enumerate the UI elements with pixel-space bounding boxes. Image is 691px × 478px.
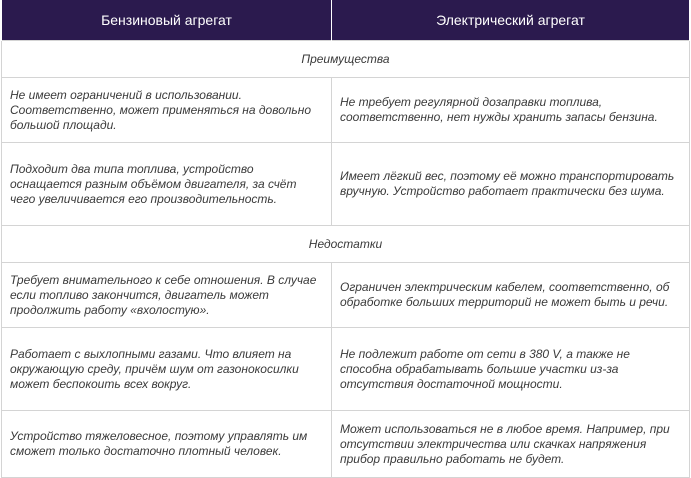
cell-electric-disadvantage-1: Ограничен электрическим кабелем, соответственно, об обработке больших территорий не может быть и речи. [332,263,690,328]
section-title-disadvantages: Недостатки [2,226,690,263]
header-electric: Электрический агрегат [332,0,690,41]
table-row [2,143,690,226]
comparison-table [1,0,690,478]
cell-petrol-disadvantage-2: Работает с выхлопными газами. Что влияет на окружающую среду, причём шум от газонокосилки может беспокоить всех вокруг. [2,328,332,411]
cell-electric-advantage-2: Имеет лёгкий вес, поэтому её можно транспортировать вручную. Устройство работает практически без шума. [332,143,690,226]
cell-electric-disadvantage-3: Может использоваться не в любое время. Например, при отсутствии электричества или скачках напряжения прибор правильно работать не будет. [332,411,690,478]
cell-petrol-disadvantage-3: Устройство тяжеловесное, поэтому управлять им сможет только достаточно плотный человек. [2,411,332,478]
table-row [2,78,690,143]
cell-petrol-advantage-2: Подходит два типа топлива, устройство оснащается разным объёмом двигателя, за счёт чего увеличивается его производительность. [2,143,332,226]
section-row-advantages [2,41,690,78]
cell-electric-advantage-1: Не требует регулярной дозаправки топлива, соответственно, нет нужды хранить запасы бензина. [332,78,690,143]
table-row [2,263,690,328]
table-row [2,411,690,478]
section-row-disadvantages [2,226,690,263]
cell-electric-disadvantage-2: Не подлежит работе от сети в 380 V, а также не способна обрабатывать большие участки из-за отсутствия достаточной мощности. [332,328,690,411]
cell-petrol-advantage-1: Не имеет ограничений в использовании. Соответственно, может применяться на довольно большой площади. [2,78,332,143]
table-row [2,328,690,411]
table-header-row [2,0,690,41]
section-title-advantages: Преимущества [2,41,690,78]
header-petrol: Бензиновый агрегат [2,0,332,41]
cell-petrol-disadvantage-1: Требует внимательного к себе отношения. В случае если топливо закончится, двигатель может продолжить работу «вхолостую». [2,263,332,328]
